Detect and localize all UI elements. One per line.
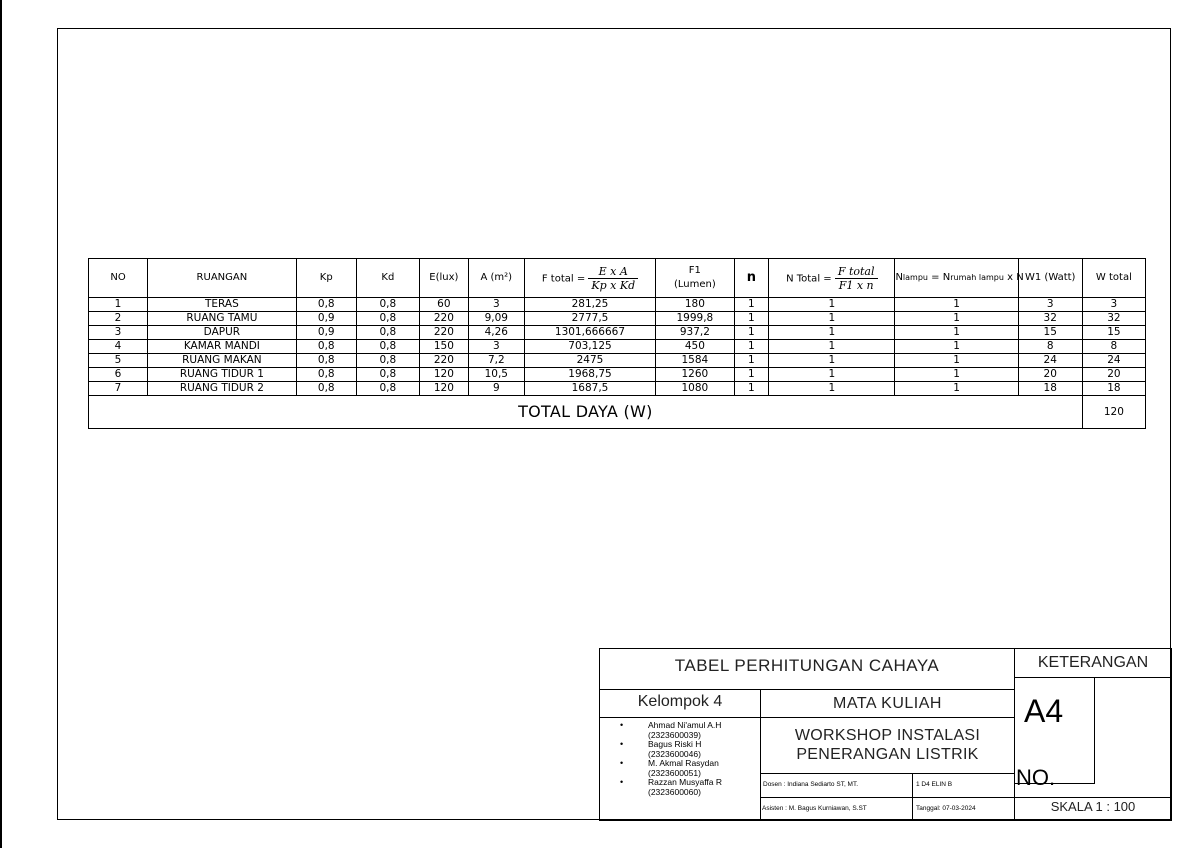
nlampu-sub: lampu (902, 273, 928, 282)
cell-kp: 0,8 (296, 340, 356, 354)
cell-ruangan: RUANG TIDUR 1 (148, 368, 297, 382)
cell-wtotal: 24 (1082, 354, 1145, 368)
kelas-text: 1 D4 ELIN B (916, 781, 953, 788)
cell-ruangan: KAMAR MANDI (148, 340, 297, 354)
header-wtotal: W total (1082, 259, 1145, 298)
list-item (618, 778, 722, 797)
cell-n: 1 (734, 368, 769, 382)
table-row (89, 340, 1146, 354)
cell-kp: 0,9 (296, 312, 356, 326)
cell-kd: 0,8 (356, 354, 419, 368)
cell-area: 7,2 (468, 354, 524, 368)
header-nlampu-formula (895, 259, 1024, 298)
cell-f1: 180 (656, 298, 734, 312)
table-row (89, 312, 1146, 326)
cell-f1: 1584 (656, 354, 734, 368)
cell-kp: 0,8 (296, 368, 356, 382)
cell-wtotal: 18 (1082, 382, 1145, 396)
cell-elux: 220 (419, 312, 468, 326)
cell-nlampu: 1 (895, 368, 1018, 382)
cell-ftotal: 1687,5 (524, 382, 655, 396)
cell-f1: 1260 (656, 368, 734, 382)
list-item (618, 740, 722, 759)
cell-n: 1 (734, 354, 769, 368)
cell-no: 4 (89, 340, 148, 354)
mata-kuliah-label: MATA KULIAH (833, 695, 942, 712)
course-line-1: WORKSHOP INSTALASI (794, 727, 981, 744)
member-name: • Ahmad Ni'amul A.H (648, 720, 722, 730)
ntotal-denominator: F1 x n (838, 278, 874, 292)
cell-wtotal: 8 (1082, 340, 1145, 354)
cell-ftotal: 1301,666667 (524, 326, 655, 340)
cell-nlampu: 1 (895, 340, 1018, 354)
cell-no: 2 (89, 312, 148, 326)
f1-unit: (Lumen) (673, 279, 716, 290)
header-no: NO (89, 259, 148, 298)
member-id: (2323600051) (648, 767, 701, 778)
member-id: (2323600039) (648, 729, 701, 740)
cell-elux: 220 (419, 326, 468, 340)
cell-ruangan: DAPUR (148, 326, 297, 340)
cell-ftotal: 1968,75 (524, 368, 655, 382)
cell-elux: 120 (419, 368, 468, 382)
course-line-2: PENERANGAN LISTRIK (796, 746, 979, 763)
page-edge-line (0, 0, 2, 848)
table-header-row (89, 259, 1146, 298)
cell-area: 3 (468, 298, 524, 312)
cell-area: 10,5 (468, 368, 524, 382)
header-elux: E(lux) (419, 259, 468, 298)
cell-ftotal: 2777,5 (524, 312, 655, 326)
member-name: • M. Akmal Rasydan (648, 758, 719, 768)
cell-wtotal: 20 (1082, 368, 1145, 382)
asisten-text: Asisten : M. Bagus Kurniawan, S.ST (762, 805, 867, 812)
table-row (89, 368, 1146, 382)
f1-label: F1 (688, 265, 701, 276)
cell-ntotal: 1 (769, 354, 895, 368)
total-daya-label: TOTAL DAYA (W) (89, 396, 1083, 429)
nlampu-mid: = N (928, 272, 951, 283)
ftotal-fraction (588, 265, 638, 292)
header-f1 (656, 259, 734, 298)
cell-w1: 24 (1018, 354, 1082, 368)
ntotal-numerator: F total (835, 265, 878, 279)
cell-nlampu: 1 (895, 312, 1018, 326)
cell-kd: 0,8 (356, 312, 419, 326)
cell-area: 9 (468, 382, 524, 396)
cell-n: 1 (734, 326, 769, 340)
cell-elux: 60 (419, 298, 468, 312)
header-kd: Kd (356, 259, 419, 298)
cell-ftotal: 703,125 (524, 340, 655, 354)
cell-kd: 0,8 (356, 368, 419, 382)
cell-ruangan: RUANG MAKAN (148, 354, 297, 368)
header-n: n (734, 259, 769, 298)
cell-ntotal: 1 (769, 382, 895, 396)
nlampu-end: x N (1003, 272, 1024, 283)
group-name: Kelompok 4 (637, 693, 723, 710)
cell-nlampu: 1 (895, 298, 1018, 312)
header-area: A (m²) (468, 259, 524, 298)
cell-kd: 0,8 (356, 298, 419, 312)
header-ruangan: RUANGAN (148, 259, 297, 298)
cell-w1: 8 (1018, 340, 1082, 354)
header-w1: W1 (Watt) (1018, 259, 1082, 298)
header-ntotal-formula (769, 259, 895, 298)
cell-area: 3 (468, 340, 524, 354)
nlampu-n: N (895, 272, 903, 283)
cell-w1: 18 (1018, 382, 1082, 396)
cell-elux: 120 (419, 382, 468, 396)
cell-kp: 0,8 (296, 298, 356, 312)
cell-no: 6 (89, 368, 148, 382)
cell-w1: 3 (1018, 298, 1082, 312)
cell-n: 1 (734, 312, 769, 326)
cell-kd: 0,8 (356, 326, 419, 340)
ftotal-prefix: F total = (541, 273, 586, 284)
cell-f1: 450 (656, 340, 734, 354)
cell-ntotal: 1 (769, 368, 895, 382)
table-row (89, 298, 1146, 312)
cell-f1: 1999,8 (656, 312, 734, 326)
cell-kp: 0,9 (296, 326, 356, 340)
ntotal-prefix: N Total = (786, 273, 832, 284)
member-name: • Bagus Riski H (648, 739, 702, 749)
member-name: • Razzan Musyaffa R (648, 777, 723, 787)
header-kp: Kp (296, 259, 356, 298)
cell-area: 9,09 (468, 312, 524, 326)
keterangan-label: KETERANGAN (1037, 654, 1149, 671)
cell-ruangan: RUANG TAMU (148, 312, 297, 326)
tanggal-text: Tanggal: 07-03-2024 (916, 805, 976, 812)
cell-kp: 0,8 (296, 382, 356, 396)
header-ftotal-formula (524, 259, 655, 298)
cell-ftotal: 2475 (524, 354, 655, 368)
table-row (89, 382, 1146, 396)
cell-w1: 15 (1018, 326, 1082, 340)
cell-elux: 220 (419, 354, 468, 368)
table-row (89, 326, 1146, 340)
cell-f1: 937,2 (656, 326, 734, 340)
paper-size: A4 (1024, 693, 1064, 729)
cell-ntotal: 1 (769, 312, 895, 326)
lighting-calculation-table (88, 258, 1146, 429)
cell-elux: 150 (419, 340, 468, 354)
dosen-text: Dosen : Indiana Sediarto ST, MT. (763, 781, 859, 788)
member-id: (2323600046) (648, 748, 701, 759)
cell-ntotal: 1 (769, 340, 895, 354)
cell-wtotal: 32 (1082, 312, 1145, 326)
cell-nlampu: 1 (895, 326, 1018, 340)
nlampu-sub2: rumah lampu (950, 273, 1004, 282)
cell-nlampu: 1 (895, 354, 1018, 368)
cell-kd: 0,8 (356, 382, 419, 396)
cell-wtotal: 3 (1082, 298, 1145, 312)
list-item (618, 759, 722, 778)
cell-no: 5 (89, 354, 148, 368)
member-list (618, 721, 722, 797)
cell-no: 3 (89, 326, 148, 340)
cell-nlampu: 1 (895, 382, 1018, 396)
total-daya-value: 120 (1082, 396, 1145, 429)
cell-ftotal: 281,25 (524, 298, 655, 312)
cell-wtotal: 15 (1082, 326, 1145, 340)
cell-n: 1 (734, 382, 769, 396)
cell-ntotal: 1 (769, 298, 895, 312)
list-item (618, 721, 722, 740)
cell-ruangan: RUANG TIDUR 2 (148, 382, 297, 396)
cell-ruangan: TERAS (148, 298, 297, 312)
table-row (89, 354, 1146, 368)
ftotal-numerator: E x A (588, 265, 638, 279)
cell-f1: 1080 (656, 382, 734, 396)
cell-w1: 32 (1018, 312, 1082, 326)
no-label: NO. (1016, 765, 1056, 790)
cell-kd: 0,8 (356, 340, 419, 354)
cell-w1: 20 (1018, 368, 1082, 382)
scale-label: SKALA 1 : 100 (1050, 799, 1136, 814)
cell-n: 1 (734, 340, 769, 354)
cell-n: 1 (734, 298, 769, 312)
ntotal-fraction (835, 265, 878, 292)
member-id: (2323600060) (648, 786, 701, 797)
ftotal-denominator: Kp x Kd (591, 278, 636, 292)
cell-area: 4,26 (468, 326, 524, 340)
sheet-title: TABEL PERHITUNGAN CAHAYA (674, 656, 940, 675)
cell-no: 1 (89, 298, 148, 312)
cell-ntotal: 1 (769, 326, 895, 340)
total-row (89, 396, 1146, 429)
cell-kp: 0,8 (296, 354, 356, 368)
cell-no: 7 (89, 382, 148, 396)
